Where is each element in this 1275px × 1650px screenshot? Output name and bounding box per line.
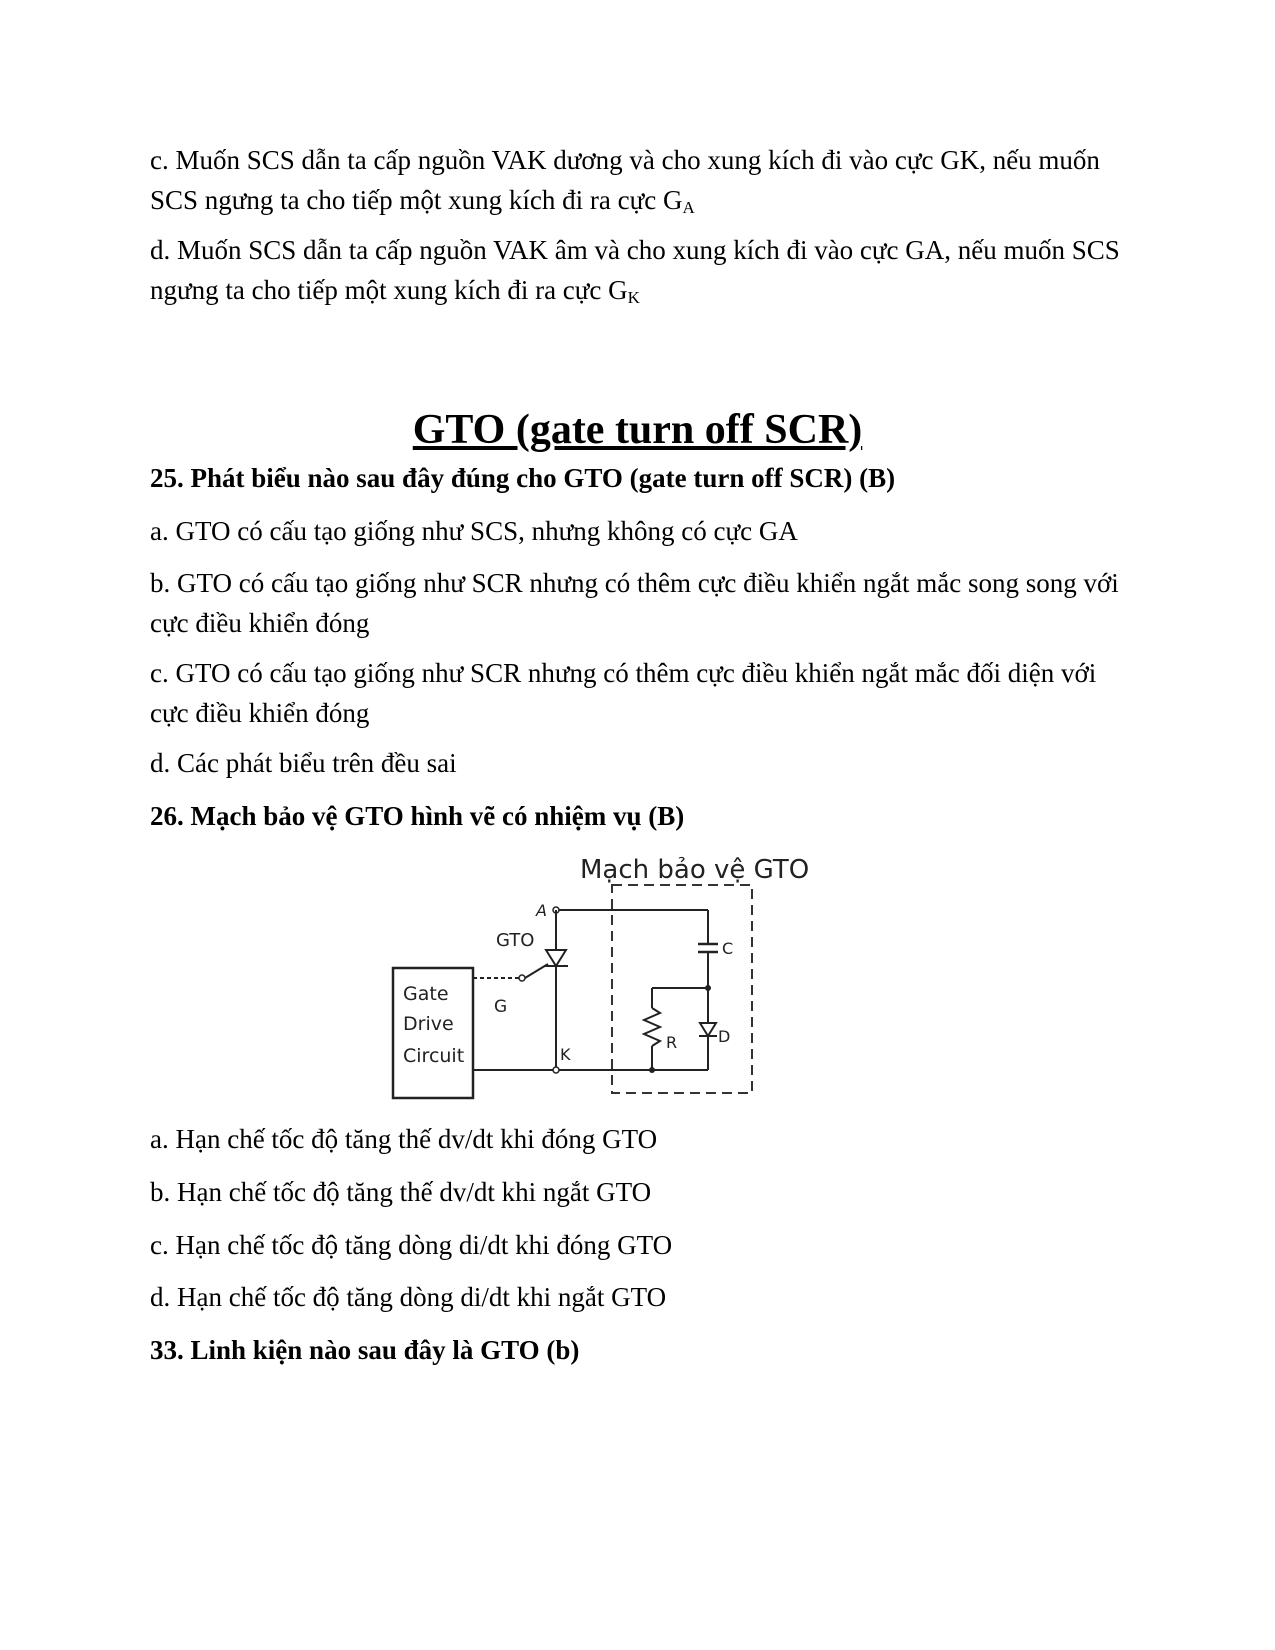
- label-k: K: [560, 1045, 571, 1064]
- q26-option-b: b. Hạn chế tốc độ tăng thế dv/dt khi ngắt GTO: [150, 1177, 652, 1207]
- q25-option-d: d. Các phát biểu trên đều sai: [150, 748, 457, 778]
- q26-option-c: c. Hạn chế tốc độ tăng dòng di/dt khi đóng GTO: [150, 1230, 673, 1260]
- res-node: [649, 1067, 655, 1073]
- gate-drive-line2: Drive: [403, 1013, 454, 1035]
- cathode-node: [553, 1067, 559, 1073]
- gate-drive-line3: Circuit: [403, 1045, 465, 1067]
- q26-option-d: d. Hạn chế tốc độ tăng dòng di/dt khi ngắt GTO: [150, 1282, 667, 1312]
- question-25: 25. Phát biểu nào sau đây đúng cho GTO (gate turn off SCR) (B): [150, 463, 896, 493]
- circuit-diagram: [400, 855, 870, 1155]
- prev-option-d: d. Muốn SCS dẫn ta cấp nguồn VAK âm và cho xung kích đi vào cực GA, nếu muốn SCS ngưng ta cho tiếp một xung kích đi ra cực $G_K$: [150, 235, 1120, 307]
- section-title: GTO (gate turn off SCR): [412, 407, 863, 453]
- q25-option-c: c. GTO có cấu tạo giống như SCR nhưng có thêm cực điều khiển ngắt mắc đối diện với cực điều khiển đóng: [150, 658, 1097, 728]
- gto-protection-circuit-figure: [400, 855, 870, 1155]
- q25-option-b: b. GTO có cấu tạo giống như SCR nhưng có thêm cực điều khiển ngắt mắc song song với cực điều khiển đóng: [150, 568, 1119, 638]
- box-title: Mạch bảo vệ GTO: [580, 855, 810, 885]
- question-33: 33. Linh kiện nào sau đây là GTO (b): [150, 1335, 580, 1365]
- prev-option-c: c. Muốn SCS dẫn ta cấp nguồn VAK dương và cho xung kích đi vào cực GK, nếu muốn SCS ngưng ta cho tiếp một xung kích đi ra cực $G_A$: [150, 145, 1100, 217]
- label-c: C: [722, 939, 734, 958]
- subscript-a: A: [682, 198, 695, 217]
- diode: [700, 1023, 716, 1036]
- question-26: 26. Mạch bảo vệ GTO hình vẽ có nhiệm vụ (B): [150, 801, 685, 831]
- gate-node: [519, 975, 525, 981]
- label-a: A: [536, 901, 547, 920]
- label-gto: GTO: [496, 930, 535, 951]
- gate-drive-line1: Gate: [403, 983, 449, 1005]
- gto-symbol: [546, 950, 566, 966]
- q25-option-a: a. GTO có cấu tạo giống như SCS, nhưng không có cực GA: [150, 516, 798, 546]
- label-g: G: [494, 997, 508, 1017]
- resistor: [644, 1008, 660, 1046]
- label-d: D: [718, 1027, 731, 1046]
- label-r: R: [666, 1033, 678, 1052]
- subscript-k: K: [627, 288, 640, 307]
- q26-option-a: a. Hạn chế tốc độ tăng thế dv/dt khi đóng GTO: [150, 1124, 658, 1154]
- gate-lead: [525, 964, 548, 978]
